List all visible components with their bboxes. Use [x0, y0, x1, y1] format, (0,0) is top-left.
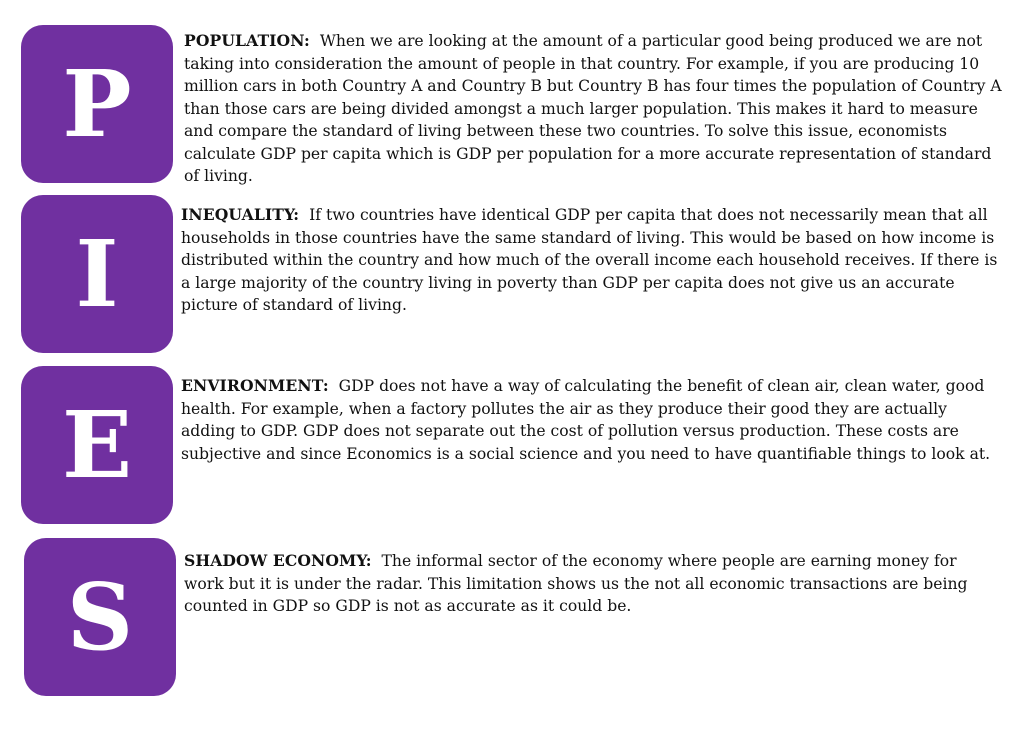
inequality-heading: INEQUALITY:: [181, 205, 300, 224]
inequality-text: If two countries have identical GDP per capita that does not necessarily mean that all households in those countries have the same standard of living. This would be based on how income is distributed within the country and how much of the overall income each household receives. If there is a large majority of the country living in poverty than GDP per capita does not give us an accurate picture of standard of living.: [181, 206, 998, 314]
population-text: When we are looking at the amount of a particular good being produced we are not taking into consideration the amount of people in that country. For example, if you are producing 10 million cars in both Country A and Country B but Country B has four times the population of Country A than those cars are being divided amongst a much larger population. This makes it hard to measure and compare the standard of living between these two countries. To solve this issue, economists calculate GDP per capita which is GDP per population for a more accurate representation of standard of living.: [184, 32, 1002, 185]
population-paragraph: [184, 30, 1002, 188]
letter-tile-p: [21, 25, 173, 183]
letter-e: E: [61, 391, 133, 499]
shadow-economy-heading: SHADOW ECONOMY:: [184, 551, 372, 570]
population-heading: POPULATION:: [184, 31, 310, 50]
letter-p: P: [62, 50, 132, 158]
inequality-paragraph: [181, 204, 999, 317]
letter-s: S: [66, 563, 134, 671]
letter-i: I: [75, 220, 119, 328]
environment-paragraph: [181, 375, 1001, 465]
environment-text: GDP does not have a way of calculating the benefit of clean air, clean water, good health. For example, when a factory pollutes the air as they produce their good they are actually adding to GDP. GDP does not separate out the cost of pollution versus production. These costs are subjective and since Economics is a social science and you need to have quantifiable things to look at.: [181, 377, 991, 463]
letter-tile-i: [21, 195, 173, 353]
shadow-economy-paragraph: [184, 550, 984, 618]
letter-tile-e: [21, 366, 173, 524]
letter-tile-s: [24, 538, 176, 696]
environment-heading: ENVIRONMENT:: [181, 376, 329, 395]
shadow-economy-text: The informal sector of the economy where people are earning money for work but it is under the radar. This limitation shows us the not all economic transactions are being counted in GDP so GDP is not as accurate as it could be.: [184, 552, 968, 615]
